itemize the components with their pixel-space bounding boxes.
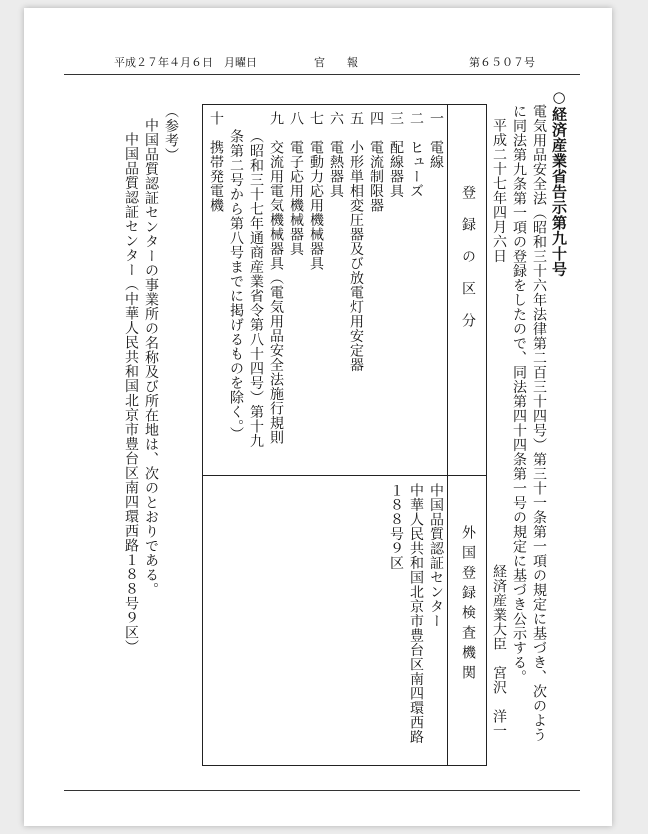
- notice-signature: 経済産業大臣 宮沢 洋一: [491, 564, 507, 738]
- item-1: 一 電線: [428, 111, 444, 169]
- org-address-line-2: １８８号９区: [388, 483, 404, 570]
- org-address-line-1: 中華人民共和国北京市豊台区南四環西路: [408, 483, 424, 744]
- item-3: 三 配線器具: [388, 111, 404, 198]
- footer-rule: [64, 790, 580, 791]
- page-header: [114, 54, 594, 72]
- notice-date: 平成二十七年四月六日: [491, 118, 507, 263]
- item-8: 八 電子応用機械器具: [288, 111, 304, 256]
- header-date: 平成２７年４月６日 月曜日: [114, 56, 257, 69]
- table-header-divider: [447, 105, 448, 765]
- item-9-continued-2: 条第二号から第八号までに掲げるものを除く。）: [228, 129, 244, 441]
- item-5: 五 小形単相変圧器及び放電灯用安定器: [348, 111, 364, 372]
- reference-line-1: 中国品質認証センターの事業所の名称及び所在地は、次のとおりである。: [143, 118, 159, 597]
- table-divider: [203, 475, 486, 476]
- item-6: 六 電熱器具: [328, 111, 344, 198]
- item-9: 九 交流用電気機械器具（電気用品安全法施行規則: [268, 111, 284, 445]
- header-paper-name: 官 報: [314, 56, 358, 69]
- notice-body-line-1: 電気用品安全法（昭和三十六年法律第二百三十四号）第三十一条第一項の規定に基づき、次のよう: [531, 104, 547, 742]
- notice-title: ○経済産業省告示第九十号: [550, 88, 568, 277]
- reference-line-2: 中国品質認証センター（中華人民共和国北京市豊台区南四環西路１８８号９区）: [123, 132, 139, 654]
- item-10: 十 携帯発電機: [208, 111, 224, 213]
- notice-body-line-2: に同法第九条第一項の登録をしたので、同法第四十四条第一号の規定に基づき公示する。: [511, 104, 527, 684]
- column-header-inspection-body: 外国登録検査機関: [460, 525, 476, 685]
- registration-table: [202, 104, 487, 766]
- header-issue-number: 第６５０７号: [469, 56, 535, 69]
- item-7: 七 電動力応用機械器具: [308, 111, 324, 271]
- item-2: 二 ヒューズ: [408, 111, 424, 198]
- org-name: 中国品質認証センター: [428, 483, 444, 628]
- header-rule: [64, 74, 580, 75]
- reference-label: （参考）: [163, 104, 179, 162]
- column-header-category: 登録の区分: [460, 185, 476, 345]
- item-4: 四 電流制限器: [368, 111, 384, 213]
- gazette-page: [24, 8, 612, 826]
- item-9-continued-1: （昭和三十七年通商産業省令第八十四号）第十九: [248, 129, 264, 448]
